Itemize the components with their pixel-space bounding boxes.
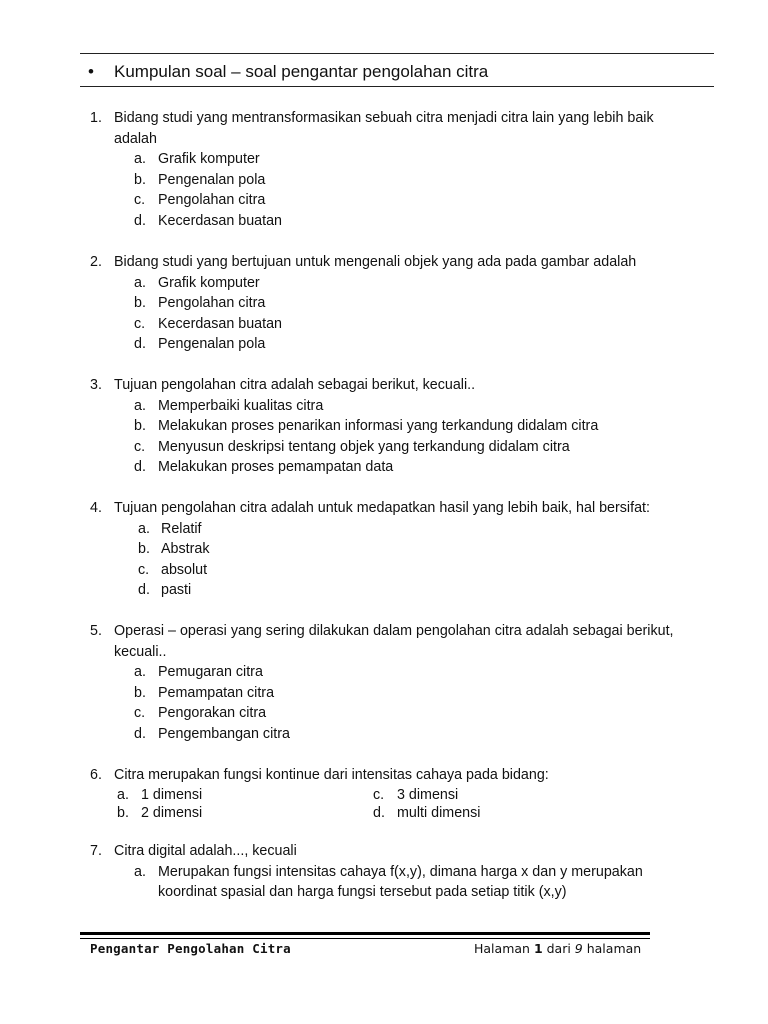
option-text: Pemugaran citra	[158, 664, 263, 680]
option-letter: d.	[138, 582, 150, 598]
question-text: Tujuan pengolahan citra adalah sebagai berikut, kecuali..	[114, 377, 476, 393]
footer-course-title: Pengantar Pengolahan Citra	[90, 941, 291, 956]
option-text: multi dimensi	[397, 804, 481, 821]
option-text: 3 dimensi	[397, 786, 459, 803]
option-grid	[90, 786, 690, 824]
footer-page-info	[474, 941, 641, 956]
question-number: 6.	[90, 767, 102, 783]
option-item	[90, 314, 690, 335]
option-text: Grafik komputer	[158, 274, 260, 291]
option-text: Pengenalan pola	[158, 171, 266, 188]
option-item	[373, 786, 633, 804]
question-2	[90, 252, 690, 355]
footer-page-prefix: Halaman	[474, 941, 534, 956]
option-text: 2 dimensi	[141, 804, 203, 821]
option-letter: d.	[134, 212, 146, 229]
question-number: 1.	[90, 110, 102, 126]
option-text: Pengembangan citra	[158, 725, 290, 742]
option-letter: a.	[134, 397, 146, 414]
option-item	[90, 273, 690, 294]
option-letter: c.	[373, 786, 385, 803]
option-letter: a.	[134, 151, 146, 167]
option-letter: c.	[134, 705, 146, 721]
option-item	[90, 170, 690, 191]
question-1	[90, 108, 690, 231]
option-item	[90, 334, 690, 355]
option-letter: a.	[134, 664, 146, 680]
question-text: Bidang studi yang bertujuan untuk mengenali objek yang ada pada gambar adalah	[114, 254, 637, 270]
option-text: Pengolahan citra	[158, 295, 266, 311]
option-text: pasti	[161, 582, 192, 598]
option-letter: b.	[134, 171, 146, 188]
option-item	[90, 560, 690, 581]
footer-thin-rule	[80, 938, 650, 939]
option-letter: a.	[134, 274, 146, 291]
option-item	[90, 683, 690, 704]
option-text: Grafik komputer	[158, 151, 260, 167]
option-text: Kecerdasan buatan	[158, 212, 283, 229]
option-item	[373, 804, 633, 822]
option-letter: a.	[117, 786, 129, 803]
option-letter: c.	[134, 438, 146, 455]
option-text: Relatif	[161, 520, 202, 537]
question-number: 7.	[90, 843, 102, 859]
option-letter: a.	[138, 520, 150, 537]
option-letter: c.	[134, 315, 146, 332]
option-text: Abstrak	[161, 541, 210, 557]
option-item	[117, 804, 377, 822]
question-3	[90, 375, 690, 478]
question-7	[90, 841, 690, 903]
option-letter: b.	[117, 804, 129, 821]
question-text: Citra merupakan fungsi kontinue dari intensitas cahaya pada bidang:	[114, 767, 549, 783]
header-top-rule	[80, 53, 714, 54]
question-6	[90, 765, 690, 824]
option-item	[90, 662, 690, 683]
option-letter: a.	[134, 863, 146, 880]
option-letter: b.	[138, 541, 150, 557]
footer-page-number: 1	[533, 941, 543, 956]
footer-page-suffix: halaman	[582, 941, 642, 956]
option-text: absolut	[161, 561, 208, 578]
option-text: Pemampatan citra	[158, 684, 275, 701]
option-text: Kecerdasan buatan	[158, 315, 283, 332]
question-text: Tujuan pengolahan citra adalah untuk medapatkan hasil yang lebih baik, hal bersifat:	[114, 500, 650, 516]
question-number: 3.	[90, 377, 102, 393]
question-number: 4.	[90, 500, 102, 516]
option-letter: b.	[134, 418, 146, 434]
option-text: Merupakan fungsi intensitas cahaya f(x,y), dimana harga x dan y merupakan koordinat spasial dan harga fungsi tersebut pada setiap titik (x,y)	[158, 863, 643, 900]
option-text: Pengolahan citra	[158, 192, 266, 208]
option-item	[90, 703, 690, 724]
option-item	[90, 724, 690, 745]
section-title	[88, 61, 488, 83]
option-letter: d.	[134, 725, 146, 742]
footer-thick-rule	[80, 932, 650, 935]
option-item	[90, 190, 690, 211]
option-item	[90, 396, 690, 417]
question-number: 5.	[90, 623, 102, 639]
option-letter: c.	[138, 561, 150, 578]
section-title-text: Kumpulan soal – soal pengantar pengolahan citra	[114, 62, 489, 81]
question-number: 2.	[90, 254, 102, 270]
question-5	[90, 621, 690, 744]
option-item	[117, 786, 377, 804]
option-item	[90, 211, 690, 232]
footer-page-total: 9	[574, 941, 583, 956]
option-item	[90, 416, 690, 437]
option-item	[90, 539, 690, 560]
option-letter: d.	[373, 804, 385, 821]
option-item	[90, 457, 690, 478]
option-item	[90, 519, 690, 540]
question-text: Citra digital adalah..., kecuali	[114, 843, 297, 859]
option-text: Pengorakan citra	[158, 705, 267, 721]
option-text: Pengenalan pola	[158, 336, 266, 352]
question-4	[90, 498, 690, 601]
option-text: Menyusun deskripsi tentang objek yang terkandung didalam citra	[158, 438, 570, 455]
header-bottom-rule	[80, 86, 714, 87]
option-letter: b.	[134, 684, 146, 701]
option-text: Melakukan proses pemampatan data	[158, 459, 394, 475]
option-letter: b.	[134, 295, 146, 311]
question-text: Bidang studi yang mentransformasikan sebuah citra menjadi citra lain yang lebih baik adalah	[114, 110, 654, 147]
option-letter: d.	[134, 336, 146, 352]
bullet-marker: •	[88, 62, 94, 81]
option-item	[90, 293, 690, 314]
option-letter: c.	[134, 192, 146, 208]
option-item	[90, 862, 690, 903]
option-item	[90, 580, 690, 601]
option-letter: d.	[134, 459, 146, 475]
option-item	[90, 149, 690, 170]
option-text: Memperbaiki kualitas citra	[158, 397, 324, 414]
footer-page-mid: dari	[542, 941, 575, 956]
question-text: Operasi – operasi yang sering dilakukan dalam pengolahan citra adalah sebagai berikut, kecuali..	[114, 623, 674, 660]
option-item	[90, 437, 690, 458]
option-text: Melakukan proses penarikan informasi yang terkandung didalam citra	[158, 418, 599, 434]
option-text: 1 dimensi	[141, 786, 203, 803]
